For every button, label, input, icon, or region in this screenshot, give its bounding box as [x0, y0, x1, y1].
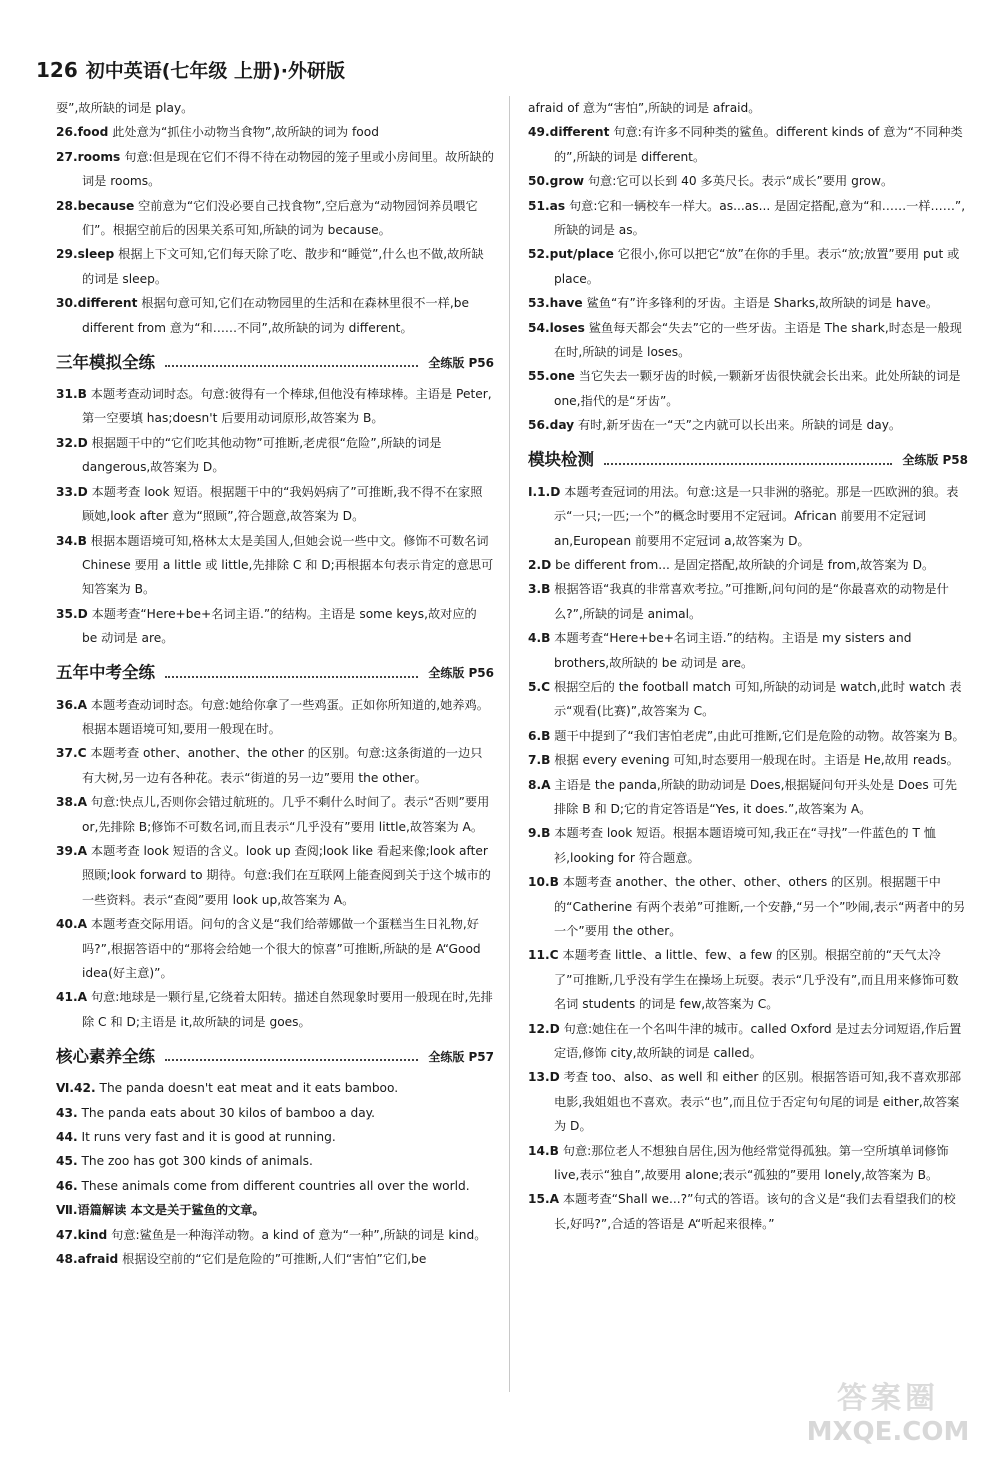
- answer-explanation: 本题考查“Here+be+名词主语.”的结构。主语是 some keys,故对应的 be 动词是 are。: [82, 606, 477, 646]
- answer-explanation: 句意:她住在一个名叫牛津的城市。called Oxford 是过去分词短语,作后置定语,修饰 city,故所缺的词是 called。: [554, 1021, 962, 1061]
- answer-explanation: 题干中提到了“我们害怕老虎”,由此可推断,它们是危险的动物。故答案为 B。: [554, 728, 965, 743]
- answer-number: 47.kind: [56, 1227, 108, 1242]
- answer-explanation: 句意:它和一辆校车一样大。as...as... 是固定搭配,意为“和……一样……”,所缺的词是 as。: [554, 198, 966, 238]
- answer-explanation: 本题考查 another、the other、other、others 的区别。根据题干中的“Catherine 有两个表弟”可推断,一个安静,“另一个”吵闹,表示“两者中的另一个”要用 the other。: [554, 875, 966, 938]
- answer-explanation: 根据句意可知,它们在动物园里的生活和在森林里很不一样,be different from 意为“和……不同”,故所缺的词为 different。: [82, 296, 469, 335]
- section-page-ref: 全练版 P56: [428, 666, 494, 681]
- answer-item: [528, 870, 968, 943]
- answer-explanation: 本题考查动词时态。句意:她给你拿了一些鸡蛋。正如你所知道的,她养鸡。根据本题语境可知,要用一般现在时。: [82, 697, 489, 736]
- answer-number: 43.: [56, 1105, 78, 1120]
- answer-explanation: 本题考查 other、another、the other 的区别。句意:这条街道的一边只有大树,另一边有各种花。表示“街道的另一边”要用 the other。: [82, 746, 483, 785]
- book-title: 初中英语(七年级 上册)·外研版: [85, 60, 345, 82]
- answer-number: 14.B: [528, 1143, 559, 1158]
- section-heading: [56, 346, 494, 380]
- answer-explanation: 本题考查 little、a little、few、a few 的区别。根据空前的“天气太冷了”可推断,几乎没有学生在操场上玩耍。表示“几乎没有”,而且用来修饰可数名词 students 的词是 few,故答案为 C。: [554, 948, 959, 1012]
- section-title: 五年中考全练: [56, 663, 155, 683]
- answer-item: [56, 1174, 494, 1198]
- answer-item: [56, 1223, 494, 1247]
- answer-item: [528, 577, 968, 626]
- answer-item: [528, 480, 968, 553]
- answer-number: 4.B: [528, 631, 551, 646]
- answer-explanation: 本题考查交际用语。问句的含义是“我们给蒂娜做一个蛋糕当生日礼物,好吗?”,根据答语中的“那将会给她一个很大的惊喜”可推断,所缺的是 A“Good idea(好主意)”。: [82, 917, 481, 980]
- answer-item: [528, 943, 968, 1016]
- answer-number: 46.: [56, 1178, 78, 1193]
- answer-number: 26.food: [56, 125, 109, 140]
- answer-number: 13.D: [528, 1070, 560, 1085]
- watermark-url: MXQE.COM: [806, 1417, 970, 1447]
- answer-number: 8.A: [528, 777, 551, 792]
- answer-number: 27.rooms: [56, 149, 121, 164]
- answer-explanation: 本题考查 look 短语的含义。look up 查阅;look like 看起来像;look after 照顾;look forward to 期待。句意:我们在互联网上能查阅到关于这个城市的一些资料。表示“查阅”要用 look up,故答案为 A。: [82, 843, 491, 907]
- answer-explanation: 本题考查动词时态。句意:彼得有一个棒球,但他没有棒球棒。主语是 Peter,第一空要填 has;doesn't 后要用动词原形,故答案为 B。: [82, 387, 492, 426]
- answer-number: 15.A: [528, 1192, 560, 1207]
- answer-item: [528, 1139, 968, 1188]
- answer-explanation: 此处意为“抓住小动物当食物”,故所缺的词为 food: [112, 125, 379, 140]
- answer-item: [56, 242, 494, 291]
- answer-number: 55.one: [528, 369, 575, 384]
- column-divider: [509, 96, 510, 1392]
- answer-explanation: The panda eats about 30 kilos of bamboo a day.: [81, 1105, 376, 1120]
- answer-number: 7.B: [528, 753, 551, 768]
- dotted-leader: [165, 1059, 418, 1061]
- answer-item: [56, 693, 494, 742]
- answer-item: [56, 529, 494, 602]
- answer-number: 3.B: [528, 582, 551, 597]
- section-page-ref: 全练版 P57: [428, 1050, 494, 1065]
- answer-number: 30.different: [56, 296, 138, 311]
- answer-number: 28.because: [56, 198, 135, 213]
- answer-explanation: 句意:鲨鱼是一种海洋动物。a kind of 意为“一种”,所缺的词是 kind。: [111, 1227, 487, 1242]
- answer-number: 53.have: [528, 296, 583, 311]
- answer-item: [56, 431, 494, 480]
- answer-item: [528, 169, 968, 193]
- answer-explanation: 空前意为“它们没必要自己找食物”,空后意为“动物园饲养员喂它们”。根据空前后的因果关系可知,所缺的词为 because。: [82, 198, 478, 238]
- answer-number: 56.day: [528, 418, 575, 433]
- answer-explanation: 句意:那位老人不想独自居住,因为他经常觉得孤独。第一空所填单词修饰 live,表示“独自”,故要用 alone;表示“孤独的”要用 lonely,故答案为 B。: [554, 1143, 949, 1183]
- section-heading: [528, 444, 968, 478]
- answer-explanation: 根据本题语境可知,格林太太是美国人,但她会说一些中文。修饰不可数名词 Chinese 要用 a little 或 little,先排除 C 和 D;再根据本句表示肯定的意思可知答案为 B。: [82, 533, 494, 597]
- answer-explanation: 句意:有许多不同种类的鲨鱼。different kinds of 意为“不同种类的”,所缺的词是 different。: [554, 125, 963, 164]
- section-heading: [56, 1040, 494, 1074]
- answer-explanation: 考查 too、also、as well 和 either 的区别。根据答语可知,我不喜欢那部电影,我姐姐也不喜欢。表示“也”,而且位于否定句句尾的词是 either,故答案为 D。: [554, 1070, 962, 1134]
- answer-number: 36.A: [56, 697, 88, 712]
- answer-number: 29.sleep: [56, 247, 115, 262]
- right-column: [528, 96, 968, 1236]
- answer-explanation: 本题考查“Here+be+名词主语.”的结构。主语是 my sisters and brothers,故所缺的 be 动词是 are。: [554, 631, 912, 670]
- answer-item: [528, 291, 968, 315]
- answer-explanation: 根据空后的 the football match 可知,所缺的动词是 watch,此时 watch 表示“观看(比赛)”,故答案为 C。: [553, 679, 962, 719]
- answer-number: 9.B: [528, 826, 551, 841]
- answer-item: [56, 839, 494, 912]
- answer-item: [56, 1101, 494, 1125]
- answer-explanation: 句意:快点儿,否则你会错过航班的。几乎不剩什么时间了。表示“否则”要用 or,先排除 B;修饰不可数名词,而且表示“几乎没有”要用 little,故答案为 A。: [82, 795, 490, 834]
- answer-number: 35.D: [56, 606, 88, 621]
- answer-explanation: These animals come from different countries all over the world.: [81, 1178, 470, 1193]
- answer-item: [56, 291, 494, 340]
- answer-number: 31.B: [56, 387, 87, 402]
- dotted-leader: [165, 676, 418, 678]
- answer-explanation: 句意:地球是一颗行星,它绕着太阳转。描述自然现象时要用一般现在时,先排除 C 和 D;主语是 it,故所缺的词是 goes。: [82, 990, 493, 1029]
- answer-number: 2.D: [528, 557, 552, 572]
- answer-item: [56, 382, 494, 431]
- answer-number: 10.B: [528, 875, 559, 890]
- answer-explanation: 有时,新牙齿在一“天”之内就可以长出来。所缺的词是 day。: [577, 418, 902, 433]
- page-header: [36, 56, 345, 90]
- dotted-leader: [604, 463, 892, 465]
- section-page-ref: 全练版 P56: [428, 355, 494, 370]
- answer-number: 6.B: [528, 728, 551, 743]
- answer-explanation: 句意:它可以长到 40 多英尺长。表示“成长”要用 grow。: [587, 174, 894, 189]
- answer-explanation: 主语是 the panda,所缺的助动词是 Does,根据疑问句开头处是 Does 可先排除 B 和 D;它的肯定答语是“Yes, it does.”,故答案为 A。: [554, 777, 957, 816]
- answer-number: 45.: [56, 1154, 78, 1169]
- answer-item: [56, 985, 494, 1034]
- answer-item: [56, 602, 494, 651]
- answer-explanation: 句意:但是现在它们不得不待在动物园的笼子里或小房间里。故所缺的词是 rooms。: [82, 149, 494, 189]
- section-heading: [56, 657, 494, 691]
- answer-item: [528, 1017, 968, 1066]
- answer-item: [528, 773, 968, 822]
- answer-explanation: 根据题干中的“它们吃其他动物”可推断,老虎很“危险”,所缺的词是 dangerous,故答案为 D。: [82, 435, 442, 475]
- answer-item: [528, 821, 968, 870]
- answer-explanation: 根据 every evening 可知,时态要用一般现在时。主语是 He,故用 reads。: [554, 753, 959, 768]
- answer-explanation: 本题考查“Shall we...?”句式的答语。该句的含义是“我们去看望我们的校长,好吗?”,合适的答语是 A“听起来很棒。”: [554, 1192, 956, 1231]
- answer-number: 50.grow: [528, 174, 584, 189]
- answer-number: 11.C: [528, 948, 559, 963]
- answer-item: [56, 480, 494, 529]
- answer-number: 44.: [56, 1130, 78, 1145]
- answer-item: [56, 1149, 494, 1173]
- answer-explanation: 本题考查冠词的用法。句意:这是一只非洲的骆驼。那是一匹欧洲的狼。表示“一只;一匹;一个”的概念时要用不定冠词。African 前要用不定冠词 an,European 前要用不定冠词 a,故答案为 D。: [554, 484, 959, 548]
- answer-item: [56, 1076, 494, 1100]
- answer-explanation: 根据答语“我真的非常喜欢考拉。”可推断,问句问的是“你最喜欢的动物是什么?”,所缺的词是 animal。: [554, 582, 949, 621]
- answer-explanation: 根据设空前的“它们是危险的”可推断,人们“害怕”它们,be: [122, 1252, 427, 1267]
- answer-number: 51.as: [528, 198, 566, 213]
- watermark-text: 答案圈: [837, 1381, 939, 1416]
- answer-item: [528, 120, 968, 169]
- answer-number: 33.D: [56, 484, 88, 499]
- answer-explanation: 本题考查 look 短语。根据题干中的“我妈妈病了”可推断,我不得不在家照顾她,look after 意为“照顾”,符合题意,故答案为 D。: [82, 484, 483, 524]
- answer-item: [528, 316, 968, 365]
- section-title: 三年模拟全练: [56, 352, 155, 372]
- answer-explanation: be different from... 是固定搭配,故所缺的介词是 from,故答案为 D。: [555, 557, 935, 572]
- answer-explanation: 当它失去一颗牙齿的时候,一颗新牙齿很快就会长出来。此处所缺的词是 one,指代的是“牙齿”。: [554, 369, 961, 408]
- continued-text: afraid of 意为“害怕”,所缺的词是 afraid。: [528, 101, 761, 115]
- answer-explanation: 鲨鱼“有”许多锋利的牙齿。主语是 Sharks,故所缺的词是 have。: [586, 296, 939, 311]
- answer-item: [56, 145, 494, 194]
- answer-explanation: 它很小,你可以把它“放”在你的手里。表示“放;放置”要用 put 或 place。: [554, 247, 960, 286]
- answer-item: [56, 912, 494, 985]
- answer-number: 52.put/place: [528, 247, 614, 262]
- page-number: 126: [36, 58, 78, 82]
- answer-number: 12.D: [528, 1021, 560, 1036]
- answer-number: Ⅵ.42.: [56, 1081, 96, 1096]
- answer-explanation: 本题考查 look 短语。根据本题语境可知,我正在“寻找”一件蓝色的 T 恤衫,looking for 符合题意。: [554, 826, 936, 865]
- answer-number: 37.C: [56, 746, 87, 761]
- answer-number: 40.A: [56, 917, 88, 932]
- answer-explanation: The zoo has got 300 kinds of animals.: [81, 1154, 313, 1169]
- answer-item: [528, 675, 968, 724]
- answer-item: [56, 120, 494, 144]
- answer-item: [528, 242, 968, 291]
- answer-item: [528, 1065, 968, 1138]
- watermark: [798, 1373, 978, 1455]
- answer-number: 34.B: [56, 533, 87, 548]
- answer-item: [56, 1125, 494, 1149]
- answer-explanation: The panda doesn't eat meat and it eats bamboo.: [99, 1081, 399, 1096]
- answer-number: 5.C: [528, 679, 551, 694]
- answer-explanation: It runs very fast and it is good at running.: [81, 1130, 336, 1145]
- dotted-leader: [165, 365, 418, 367]
- answer-number: 41.A: [56, 990, 88, 1005]
- section-page-ref: 全练版 P58: [902, 453, 968, 468]
- answer-explanation: 根据上下文可知,它们每天除了吃、散步和“睡觉”,什么也不做,故所缺的词是 sleep。: [82, 247, 484, 286]
- answer-item: [528, 553, 968, 577]
- answer-item: [528, 1187, 968, 1236]
- answer-item: [528, 413, 968, 437]
- answer-item: [528, 748, 968, 772]
- answer-item: [528, 626, 968, 675]
- answer-item: [528, 724, 968, 748]
- left-column: [56, 96, 494, 1271]
- answer-item: [528, 364, 968, 413]
- answer-item: [56, 790, 494, 839]
- passage-summary: Ⅶ.语篇解读 本文是关于鲨鱼的文章。: [56, 1203, 265, 1218]
- answer-number: 49.different: [528, 125, 610, 140]
- answer-number: 38.A: [56, 795, 88, 810]
- answer-item: [56, 741, 494, 790]
- answer-number: 39.A: [56, 843, 88, 858]
- section-title: 核心素养全练: [56, 1047, 155, 1067]
- answer-number: 48.afraid: [56, 1252, 119, 1267]
- answer-explanation: 鲨鱼每天都会“失去”它的一些牙齿。主语是 The shark,时态是一般现在时,所缺的词是 loses。: [554, 320, 962, 360]
- answer-number: 54.loses: [528, 320, 585, 335]
- answer-item: [56, 194, 494, 243]
- continued-text: 耍”,故所缺的词是 play。: [56, 101, 194, 115]
- answer-number: 32.D: [56, 435, 88, 450]
- answer-item: [56, 1247, 494, 1271]
- answer-number: Ⅰ.1.D: [528, 484, 561, 499]
- section-title: 模块检测: [528, 450, 594, 470]
- answer-item: [528, 194, 968, 243]
